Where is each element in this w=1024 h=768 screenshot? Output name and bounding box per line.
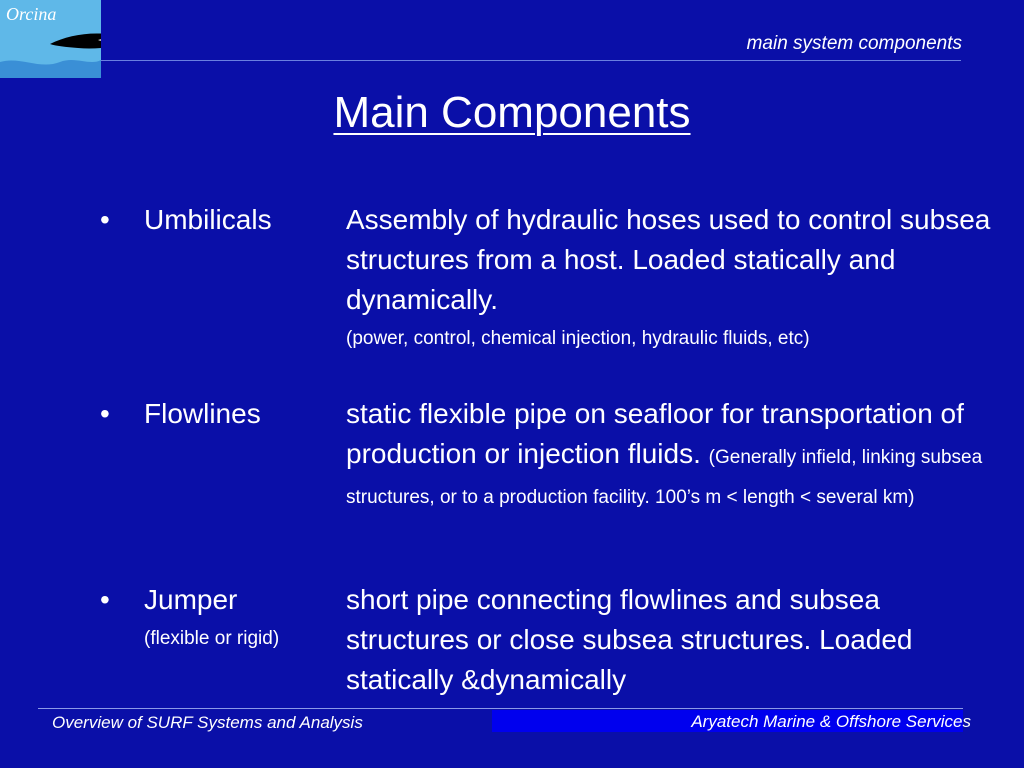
description-note: (Generally infield, linking subsea structures, or to a production facility. 100’s m < length < several km) xyxy=(346,447,983,508)
header-divider xyxy=(101,60,961,61)
term-label: Umbilicals xyxy=(144,204,272,235)
logo-text: Orcina xyxy=(6,4,57,24)
term-label: Jumper xyxy=(144,584,238,615)
description-text: Assembly of hydraulic hoses used to control subsea structures from a host. Loaded statically and dynamically. xyxy=(346,204,991,315)
footer-right-text: Aryatech Marine & Offshore Services xyxy=(691,712,971,731)
description-text: short pipe connecting flowlines and subsea structures or close subsea structures. Loaded statically &dynamically xyxy=(346,584,913,695)
description-note: (power, control, chemical injection, hydraulic fluids, etc) xyxy=(346,328,810,349)
slide-title: Main Components xyxy=(333,88,691,137)
term-note: (flexible or rigid) xyxy=(144,628,280,649)
footer-divider xyxy=(38,708,963,709)
footer-left-text: Overview of SURF Systems and Analysis xyxy=(52,713,363,732)
orcina-logo xyxy=(0,0,101,78)
bullet: • xyxy=(100,204,110,235)
description xyxy=(346,394,996,514)
bullet: • xyxy=(100,584,110,615)
description xyxy=(346,580,996,700)
header-title: main system components xyxy=(746,33,962,54)
description xyxy=(346,200,996,358)
orca-icon xyxy=(48,10,101,54)
description-text: static flexible pipe on seafloor for transportation of production or injection fluids. xyxy=(346,398,964,469)
term-label: Flowlines xyxy=(144,398,261,429)
bullet: • xyxy=(100,398,110,429)
